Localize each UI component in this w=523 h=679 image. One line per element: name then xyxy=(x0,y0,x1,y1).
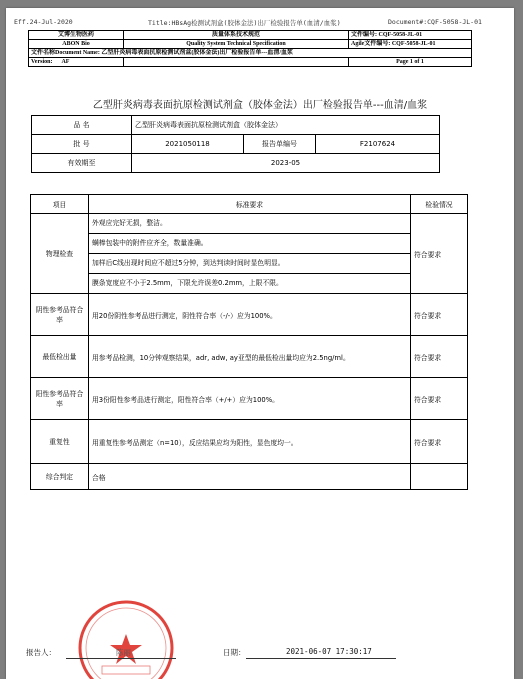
row-item: 物理检查 xyxy=(31,214,89,294)
report-label: 报告单编号 xyxy=(244,135,316,154)
requirement-text: 膜条宽度应不小于2.5mm，下限允许误差0.2mm，上限不限。 xyxy=(92,279,283,287)
effective-date: Eff.24-Jul-2020 xyxy=(14,18,73,26)
doc-name: 文件名称Document Name: 乙型肝炎病毒表面抗原检测试剂盒(胶体金法)出厂检验报告单---血清/血浆 xyxy=(29,49,472,58)
doc-meta-title: Title:HBsAg检测试剂盒(胶体金法)出厂检验报告单(血清/血浆) xyxy=(148,19,341,27)
header-standard: 标准要求 xyxy=(89,195,411,214)
inspection-table xyxy=(30,194,468,490)
batch-value: 2021050118 xyxy=(132,135,244,154)
date-line xyxy=(246,658,396,659)
row-result: 符合要求 xyxy=(411,214,468,294)
reporter-label: 报告人： xyxy=(26,648,56,657)
table-row xyxy=(31,464,468,490)
header-table xyxy=(28,30,472,67)
expiry-label: 有效期至 xyxy=(32,154,132,173)
table-row xyxy=(31,420,468,464)
requirement-text: 用20份阴性参考品进行测定，阴性符合率（-/-）应为100%。 xyxy=(89,294,411,336)
product-value: 乙型肝炎病毒表面抗原检测试剂盒（胶体金法） xyxy=(132,116,440,135)
header-item: 项目 xyxy=(31,195,89,214)
row-result: 符合要求 xyxy=(411,420,468,464)
row-result xyxy=(411,464,468,490)
version-value: AF xyxy=(61,59,70,65)
doc-meta-number: Document#:CQF-5058-JL-01 xyxy=(388,18,482,26)
row-item: 阴性参考品符合率 xyxy=(31,294,89,336)
date-label: 日期： xyxy=(223,648,246,657)
requirement-text: 外观应完好无损，整洁。 xyxy=(89,214,410,234)
row-item: 重复性 xyxy=(31,420,89,464)
table-row xyxy=(31,214,468,294)
batch-label: 批 号 xyxy=(32,135,132,154)
reporter-line xyxy=(66,658,176,659)
row-item: 综合判定 xyxy=(31,464,89,490)
row-result: 符合要求 xyxy=(411,294,468,336)
agile-no: Agile文件编号: CQF-5058-JL-01 xyxy=(349,40,472,49)
requirement-text: 用3份阳性参考品进行测定，阳性符合率（+/+）应为100%。 xyxy=(89,378,411,420)
page-number: Page 1 of 1 xyxy=(349,58,472,67)
table-row xyxy=(31,294,468,336)
row-result: 符合要求 xyxy=(411,378,468,420)
system-cn: 质量体系技术规范 xyxy=(124,31,349,40)
date-value: 2021-06-07 17:30:17 xyxy=(286,647,372,656)
report-value: F2107624 xyxy=(316,135,440,154)
product-label: 品 名 xyxy=(32,116,132,135)
row-result: 符合要求 xyxy=(411,336,468,378)
requirement-text: 螨棒包装中的附件应齐全，数量准确。 xyxy=(89,234,410,254)
company-seal xyxy=(76,598,176,679)
requirement-text: 用参考品检测，10分钟观察结果，adr, adw, ay亚型的最低检出量均应为2.5ng/ml。 xyxy=(89,336,411,378)
company-en: ABON Bio xyxy=(29,40,124,49)
table-row xyxy=(31,378,468,420)
company-cn: 艾博生物医药 xyxy=(29,31,124,40)
version-label: Version: AF xyxy=(29,58,124,67)
expiry-value: 2023-05 xyxy=(132,154,440,173)
system-en: Quality System Technical Specification xyxy=(124,40,349,49)
requirement-text: 合格 xyxy=(89,464,411,490)
requirement-text: 用重复性参考品测定（n=10），反应结果应均为阳性，显色度均一。 xyxy=(89,420,411,464)
document-title: 乙型肝炎病毒表面抗原检测试剂盒（胶体金法）出厂检验报告单---血清/血浆 xyxy=(92,100,428,111)
file-no: 文件编号: CQF-5058-JL-01 xyxy=(349,31,472,40)
row-item: 阳性参考品符合率 xyxy=(31,378,89,420)
header-result: 检验情况 xyxy=(411,195,468,214)
reporter-name: 陈丽 xyxy=(116,648,131,657)
info-table xyxy=(31,115,440,173)
table-row xyxy=(31,336,468,378)
row-item: 最低检出量 xyxy=(31,336,89,378)
document-page xyxy=(6,8,514,679)
requirement-text: 加样后C线出现时间应不超过5分钟，到达判读时间时显色明显。 xyxy=(89,254,410,274)
